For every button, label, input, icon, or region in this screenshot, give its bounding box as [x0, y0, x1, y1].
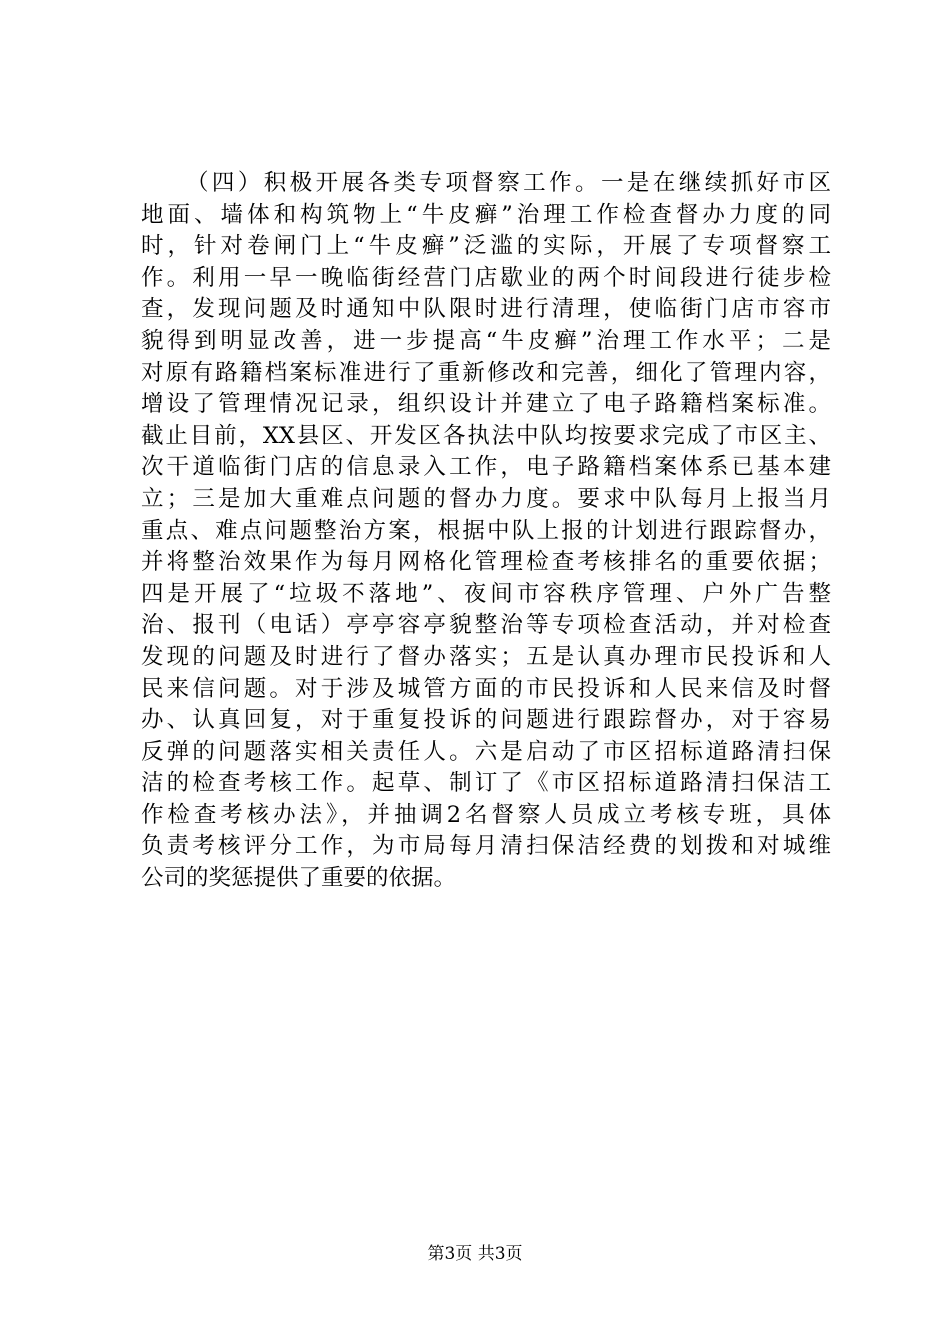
paragraph-line-5: 查，发现问题及时通知中队限时进行清理，使临街门店市容市 [141, 296, 831, 323]
paragraph-line-18: 办、认真回复，对于重复投诉的问题进行跟踪督办，对于容易 [141, 707, 831, 734]
paragraph-line-6: 貌得到明显改善，进一步提高“牛皮癣”治理工作水平；二是 [141, 327, 831, 354]
paragraph-line-8: 增设了管理情况记录，组织设计并建立了电子路籍档案标准。 [141, 391, 831, 418]
paragraph-line-13: 并将整治效果作为每月网格化管理检查考核排名的重要依据； [141, 549, 831, 576]
paragraph-line-16: 发现的问题及时进行了督办落实；五是认真办理市民投诉和人 [141, 643, 831, 670]
paragraph-line-3: 时，针对卷闸门上“牛皮癣”泛滥的实际，开展了专项督察工 [141, 233, 831, 260]
paragraph-line-7: 对原有路籍档案标准进行了重新修改和完善，细化了管理内容， [141, 359, 831, 386]
paragraph-line-2: 地面、墙体和构筑物上“牛皮癣”治理工作检查督办力度的同 [141, 201, 831, 228]
paragraph-line-10: 次干道临街门店的信息录入工作，电子路籍档案体系已基本建 [141, 454, 831, 481]
paragraph-line-9: 截止目前，XX县区、开发区各执法中队均按要求完成了市区主、 [141, 422, 831, 449]
paragraph-line-1: （四）积极开展各类专项督察工作。一是在继续抓好市区 [186, 170, 831, 196]
paragraph-line-17: 民来信问题。对于涉及城管方面的市民投诉和人民来信及时督 [141, 675, 831, 702]
paragraph-line-11: 立；三是加大重难点问题的督办力度。要求中队每月上报当月 [141, 485, 831, 512]
paragraph-line-12: 重点、难点问题整治方案，根据中队上报的计划进行跟踪督办， [141, 517, 831, 544]
paragraph-line-4: 作。利用一早一晚临街经营门店歇业的两个时间段进行徒步检 [141, 264, 831, 291]
paragraph-line-23: 公司的奖惩提供了重要的依据。 [141, 865, 457, 892]
paragraph-line-20: 洁的检查考核工作。起草、制订了《市区招标道路清扫保洁工 [141, 770, 831, 797]
paragraph-line-14: 四是开展了“垃圾不落地”、夜间市容秩序管理、户外广告整 [141, 580, 831, 607]
paragraph-line-22: 负责考核评分工作，为市局每月清扫保洁经费的划拨和对城维 [141, 833, 831, 860]
paragraph-line-19: 反弹的问题落实相关责任人。六是启动了市区招标道路清扫保 [141, 738, 831, 765]
paragraph-line-21: 作检查考核办法》，并抽调2名督察人员成立考核专班，具体 [141, 801, 831, 828]
page-number-footer: 第3页 共3页 [427, 1244, 523, 1264]
paragraph-line-15: 治、报刊（电话）亭亭容亭貌整治等专项检查活动，并对检查 [141, 612, 831, 639]
body-paragraph [141, 168, 831, 895]
